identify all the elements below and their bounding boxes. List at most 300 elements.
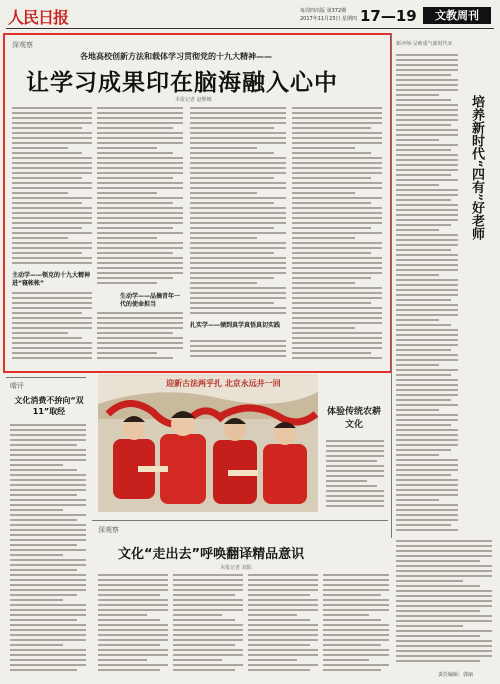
text-line xyxy=(97,357,173,359)
text-line xyxy=(396,284,458,286)
text-line xyxy=(396,514,458,516)
text-line xyxy=(190,152,274,154)
text-line xyxy=(396,600,492,602)
feature-headline: 让学习成果印在脑海融入心中 xyxy=(26,70,338,96)
text-line xyxy=(396,570,492,572)
text-line xyxy=(173,669,235,671)
text-line xyxy=(396,369,458,371)
text-line xyxy=(10,434,86,436)
text-line xyxy=(396,630,492,632)
sidebar-col xyxy=(396,54,458,534)
text-line xyxy=(396,449,451,451)
text-line xyxy=(396,560,480,562)
text-line xyxy=(248,604,318,606)
text-line xyxy=(190,267,286,269)
text-line xyxy=(323,604,389,606)
text-line xyxy=(97,107,183,109)
text-line xyxy=(98,664,168,666)
text-line xyxy=(10,614,86,616)
text-line xyxy=(292,197,382,199)
text-line xyxy=(10,449,86,451)
text-line xyxy=(396,504,458,506)
text-line xyxy=(173,634,243,636)
text-line xyxy=(292,342,382,344)
text-line xyxy=(190,167,286,169)
text-line xyxy=(326,480,367,482)
text-line xyxy=(12,252,82,254)
text-line xyxy=(396,169,458,171)
text-line xyxy=(173,579,243,581)
feature-col-1 xyxy=(12,107,92,267)
text-line xyxy=(396,134,458,136)
sidebar-vertical-title: 培养新时代“四有”好老师 xyxy=(469,95,484,240)
feature-col-4 xyxy=(292,107,382,364)
text-line xyxy=(12,227,82,229)
text-line xyxy=(173,614,222,616)
text-line xyxy=(98,609,168,611)
text-line xyxy=(396,660,480,662)
text-line xyxy=(396,479,458,481)
text-line xyxy=(396,229,439,231)
feature-photo xyxy=(98,374,318,512)
text-line xyxy=(292,122,382,124)
text-line xyxy=(292,132,382,134)
text-line xyxy=(326,505,384,507)
text-line xyxy=(12,112,92,114)
bottom-headline: 文化“走出去”呼唤翻译精品意识 xyxy=(118,547,305,562)
text-line xyxy=(12,162,92,164)
sidebar-divider xyxy=(391,33,392,538)
text-line xyxy=(396,439,458,441)
text-line xyxy=(292,107,382,109)
text-line xyxy=(396,444,458,446)
text-line xyxy=(190,287,286,289)
text-line xyxy=(396,509,458,511)
text-line xyxy=(396,114,458,116)
text-line xyxy=(190,137,286,139)
text-line xyxy=(396,104,458,106)
text-line xyxy=(396,129,458,131)
text-line xyxy=(10,599,63,601)
text-line xyxy=(396,264,458,266)
text-line xyxy=(173,584,243,586)
text-line xyxy=(323,614,369,616)
text-line xyxy=(396,384,458,386)
text-line xyxy=(396,124,451,126)
text-line xyxy=(10,639,86,641)
text-line xyxy=(248,584,318,586)
text-line xyxy=(173,639,243,641)
text-line xyxy=(190,262,286,264)
text-line xyxy=(12,127,82,129)
text-line xyxy=(396,139,439,141)
text-line xyxy=(190,272,286,274)
text-line xyxy=(396,484,458,486)
text-line xyxy=(97,132,183,134)
text-line xyxy=(10,489,86,491)
text-line xyxy=(97,312,183,314)
text-line xyxy=(396,144,458,146)
text-line xyxy=(396,555,492,557)
text-line xyxy=(97,247,183,249)
text-line xyxy=(292,322,382,324)
text-line xyxy=(396,575,492,577)
text-line xyxy=(173,659,222,661)
text-line xyxy=(292,112,382,114)
text-line xyxy=(292,152,371,154)
text-line xyxy=(97,192,157,194)
text-line xyxy=(190,207,286,209)
text-line xyxy=(323,619,381,621)
text-line xyxy=(292,292,382,294)
text-line xyxy=(396,635,480,637)
text-line xyxy=(323,654,389,656)
text-line xyxy=(396,519,458,521)
text-line xyxy=(98,584,168,586)
text-line xyxy=(326,490,384,492)
feature-subhead-2: 生动学——品摘青年一代的使命担当 xyxy=(120,293,181,308)
text-line xyxy=(396,219,458,221)
text-line xyxy=(323,624,389,626)
text-line xyxy=(10,509,63,511)
text-line xyxy=(12,302,92,304)
text-line xyxy=(10,454,86,456)
text-line xyxy=(12,132,92,134)
text-line xyxy=(97,267,183,269)
text-line xyxy=(396,259,458,261)
text-line xyxy=(396,620,492,622)
text-line xyxy=(396,234,458,236)
text-line xyxy=(12,207,92,209)
text-line xyxy=(190,297,286,299)
text-line xyxy=(323,579,389,581)
text-line xyxy=(190,222,286,224)
text-line xyxy=(190,172,286,174)
text-line xyxy=(190,247,286,249)
text-line xyxy=(292,272,382,274)
text-line xyxy=(173,589,243,591)
text-line xyxy=(292,192,355,194)
text-line xyxy=(12,322,92,324)
text-line xyxy=(292,307,382,309)
text-line xyxy=(396,399,451,401)
text-line xyxy=(12,257,92,259)
text-line xyxy=(326,455,384,457)
date-line: 2017年11月23日 星期四 xyxy=(300,16,358,22)
text-line xyxy=(10,589,86,591)
text-line xyxy=(248,589,318,591)
text-line xyxy=(396,610,480,612)
text-line xyxy=(98,649,168,651)
text-line xyxy=(292,277,371,279)
text-line xyxy=(98,669,160,671)
text-line xyxy=(12,237,68,239)
text-line xyxy=(326,475,384,477)
feature-byline: 本报记者 赵婀娜 xyxy=(175,97,212,103)
text-line xyxy=(323,649,389,651)
text-line xyxy=(323,669,381,671)
text-line xyxy=(323,659,369,661)
text-line xyxy=(396,524,451,526)
text-line xyxy=(396,109,458,111)
text-line xyxy=(292,242,382,244)
text-line xyxy=(396,625,463,627)
text-line xyxy=(97,217,183,219)
text-line xyxy=(98,634,168,636)
text-line xyxy=(97,147,157,149)
text-line xyxy=(97,277,173,279)
text-line xyxy=(396,334,458,336)
text-line xyxy=(396,59,458,61)
text-line xyxy=(292,177,371,179)
text-line xyxy=(12,297,92,299)
text-line xyxy=(173,619,235,621)
text-line xyxy=(190,345,286,347)
text-line xyxy=(190,292,286,294)
text-line xyxy=(292,222,382,224)
text-line xyxy=(396,650,492,652)
text-line xyxy=(323,584,389,586)
page-numbers: 17—19 xyxy=(360,7,417,25)
text-line xyxy=(10,649,86,651)
text-line xyxy=(97,172,183,174)
text-line xyxy=(292,262,382,264)
text-line xyxy=(12,317,92,319)
feature-section-tag: 深观察 xyxy=(12,41,33,49)
text-line xyxy=(292,247,382,249)
text-line xyxy=(12,332,68,334)
text-line xyxy=(190,157,286,159)
text-line xyxy=(190,192,257,194)
text-line xyxy=(292,327,355,329)
text-line xyxy=(190,227,274,229)
text-line xyxy=(292,147,355,149)
text-line xyxy=(292,212,382,214)
text-line xyxy=(10,629,86,631)
column-top-rule xyxy=(6,377,86,378)
text-line xyxy=(248,634,318,636)
text-line xyxy=(12,342,92,344)
text-line xyxy=(12,177,82,179)
text-line xyxy=(292,182,382,184)
bottom-section-tag: 深观察 xyxy=(98,526,119,534)
text-line xyxy=(173,649,243,651)
text-line xyxy=(12,167,92,169)
text-line xyxy=(323,599,389,601)
feature-col-2 xyxy=(97,107,183,287)
text-line xyxy=(98,579,168,581)
text-line xyxy=(190,197,286,199)
text-line xyxy=(190,132,286,134)
text-line xyxy=(98,644,160,646)
text-line xyxy=(396,464,458,466)
text-line xyxy=(292,227,371,229)
box-body xyxy=(326,440,384,512)
text-line xyxy=(10,429,86,431)
text-line xyxy=(12,212,92,214)
text-line xyxy=(10,574,86,576)
text-line xyxy=(98,594,160,596)
text-line xyxy=(292,317,382,319)
text-line xyxy=(10,564,86,566)
text-line xyxy=(190,127,274,129)
text-line xyxy=(292,217,382,219)
text-line xyxy=(323,589,389,591)
box-title: 体验传统农耕文化 xyxy=(326,407,381,430)
text-line xyxy=(10,634,86,636)
text-line xyxy=(97,237,157,239)
text-line xyxy=(248,654,318,656)
column-body xyxy=(10,424,86,678)
text-line xyxy=(190,232,286,234)
text-line xyxy=(97,222,183,224)
text-line xyxy=(292,267,382,269)
text-line xyxy=(396,349,451,351)
text-line xyxy=(97,112,183,114)
text-line xyxy=(396,585,480,587)
text-line xyxy=(98,654,168,656)
text-line xyxy=(190,312,286,314)
text-line xyxy=(292,257,382,259)
feature-kicker: 各地高校创新方法和载体学习贯彻党的十九大精神—— xyxy=(80,52,272,61)
text-line xyxy=(97,117,183,119)
text-line xyxy=(12,337,82,339)
text-line xyxy=(326,470,384,472)
text-line xyxy=(12,262,92,264)
text-line xyxy=(10,459,86,461)
text-line xyxy=(10,609,86,611)
bottom-col-2 xyxy=(173,574,243,678)
text-line xyxy=(396,414,458,416)
text-line xyxy=(97,152,173,154)
text-line xyxy=(98,574,168,576)
text-line xyxy=(248,649,318,651)
text-line xyxy=(292,287,382,289)
text-line xyxy=(323,644,381,646)
text-line xyxy=(97,142,183,144)
text-line xyxy=(10,584,86,586)
text-line xyxy=(292,202,371,204)
text-line xyxy=(190,350,286,352)
masthead-rule xyxy=(6,28,494,29)
text-line xyxy=(396,64,458,66)
text-line xyxy=(10,549,86,551)
text-line xyxy=(292,352,371,354)
text-line xyxy=(326,495,384,497)
text-line xyxy=(396,244,458,246)
bottom-top-rule xyxy=(92,520,388,521)
text-line xyxy=(12,182,92,184)
text-line xyxy=(97,122,183,124)
text-line xyxy=(190,147,257,149)
text-line xyxy=(12,187,92,189)
text-line xyxy=(292,357,382,359)
text-line xyxy=(10,569,77,571)
text-line xyxy=(12,202,82,204)
text-line xyxy=(396,590,492,592)
text-line xyxy=(396,69,458,71)
text-line xyxy=(248,664,318,666)
text-line xyxy=(396,319,439,321)
text-line xyxy=(396,389,458,391)
text-line xyxy=(396,294,458,296)
text-line xyxy=(12,137,92,139)
text-line xyxy=(190,182,286,184)
text-line xyxy=(396,469,458,471)
text-line xyxy=(190,277,274,279)
text-line xyxy=(12,192,68,194)
text-line xyxy=(173,599,243,601)
text-line xyxy=(10,539,86,541)
text-line xyxy=(10,529,86,531)
text-line xyxy=(396,179,458,181)
text-line xyxy=(12,242,92,244)
text-line xyxy=(292,347,382,349)
text-line xyxy=(190,112,286,114)
text-line xyxy=(248,579,318,581)
column-section-tag: 晴评 xyxy=(10,382,24,390)
text-line xyxy=(396,565,492,567)
text-line xyxy=(396,314,458,316)
text-line xyxy=(10,659,86,661)
text-line xyxy=(10,664,86,666)
text-line xyxy=(97,337,183,339)
text-line xyxy=(97,127,173,129)
text-line xyxy=(292,137,382,139)
text-line xyxy=(396,354,458,356)
text-line xyxy=(396,159,458,161)
text-line xyxy=(292,127,371,129)
text-line xyxy=(396,645,492,647)
text-line xyxy=(97,322,183,324)
text-line xyxy=(12,142,92,144)
text-line xyxy=(292,302,371,304)
text-line xyxy=(396,224,451,226)
text-line xyxy=(396,149,451,151)
text-line xyxy=(97,352,157,354)
text-line xyxy=(396,79,458,81)
text-line xyxy=(396,429,458,431)
text-line xyxy=(98,619,160,621)
text-line xyxy=(12,117,92,119)
right-bottom-col xyxy=(396,540,492,668)
text-line xyxy=(97,342,183,344)
text-line xyxy=(323,664,389,666)
text-line xyxy=(248,644,310,646)
text-line xyxy=(173,594,235,596)
text-line xyxy=(396,249,451,251)
text-line xyxy=(292,332,382,334)
feature-col-3 xyxy=(190,107,286,317)
text-line xyxy=(323,594,381,596)
text-line xyxy=(10,544,77,546)
text-line xyxy=(98,639,168,641)
text-line xyxy=(10,604,86,606)
text-line xyxy=(10,504,86,506)
text-line xyxy=(173,574,243,576)
bottom-col-3 xyxy=(248,574,318,678)
text-line xyxy=(326,460,377,462)
text-line xyxy=(396,374,451,376)
text-line xyxy=(190,122,286,124)
text-line xyxy=(10,594,77,596)
text-line xyxy=(12,107,92,109)
text-line xyxy=(98,624,168,626)
text-line xyxy=(10,534,86,536)
text-line xyxy=(12,217,92,219)
text-line xyxy=(173,644,235,646)
text-line xyxy=(12,122,92,124)
